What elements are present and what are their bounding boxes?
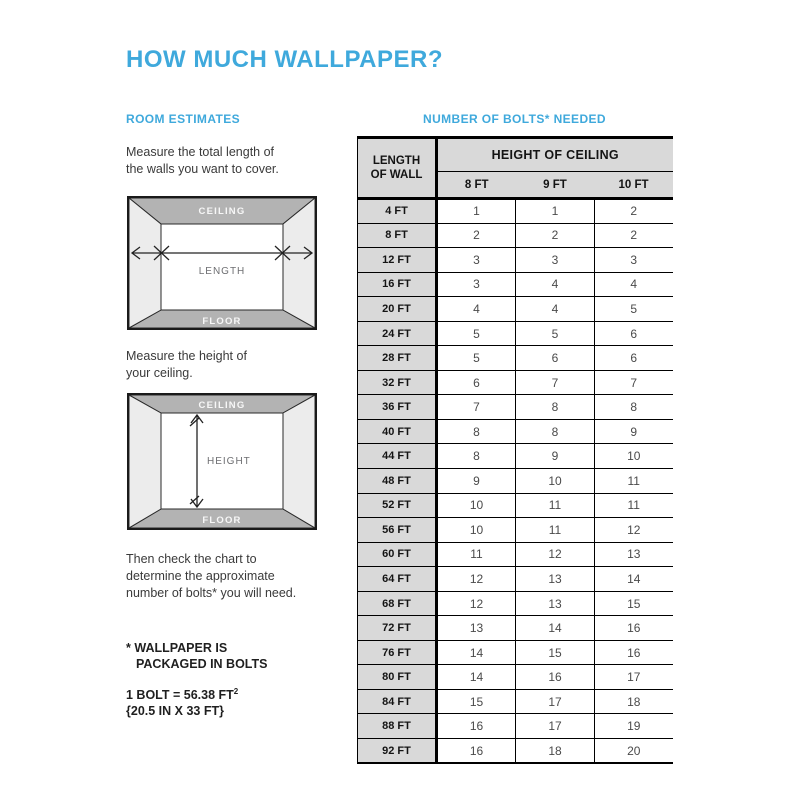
bolt-note-text: 1 BOLT = 56.38 FT <box>126 688 234 703</box>
bolts-10ft-cell: 18 <box>595 689 673 714</box>
table-row <box>358 272 673 297</box>
bolts-8ft-cell: 10 <box>437 518 516 543</box>
table-row <box>358 370 673 395</box>
bolts-9ft-cell: 9 <box>516 444 595 469</box>
table-row <box>358 444 673 469</box>
height-dimension-label: HEIGHT <box>207 456 251 467</box>
table-row <box>358 640 673 665</box>
wall-length-cell: 56 FT <box>358 518 437 543</box>
bolts-10ft-cell: 17 <box>595 665 673 690</box>
bolts-9ft-cell: 13 <box>516 591 595 616</box>
table-row <box>358 616 673 641</box>
wall-length-cell: 80 FT <box>358 665 437 690</box>
bolts-8ft-cell: 1 <box>437 199 516 224</box>
wall-length-header-line2: OF WALL <box>370 169 423 181</box>
bolts-10ft-cell: 9 <box>595 419 673 444</box>
bolts-8ft-cell: 6 <box>437 370 516 395</box>
bolts-8ft-cell: 8 <box>437 444 516 469</box>
bolts-9ft-cell: 10 <box>516 469 595 494</box>
bolts-9ft-cell: 13 <box>516 567 595 592</box>
bolts-8ft-cell: 14 <box>437 665 516 690</box>
wall-length-cell: 68 FT <box>358 591 437 616</box>
wall-length-cell: 28 FT <box>358 346 437 371</box>
bolts-10ft-cell: 6 <box>595 346 673 371</box>
length-dimension-label: LENGTH <box>198 266 246 277</box>
bolts-10ft-cell: 11 <box>595 469 673 494</box>
bolts-10ft-cell: 3 <box>595 248 673 273</box>
bolts-10ft-cell: 8 <box>595 395 673 420</box>
wall-length-cell: 20 FT <box>358 297 437 322</box>
footnote-line1: * WALLPAPER IS <box>126 641 228 655</box>
bolts-8ft-cell: 14 <box>437 640 516 665</box>
table-row <box>358 395 673 420</box>
left-wall-panel <box>129 395 161 528</box>
bolts-8ft-cell: 15 <box>437 689 516 714</box>
wall-length-cell: 76 FT <box>358 640 437 665</box>
bolts-8ft-cell: 11 <box>437 542 516 567</box>
bolts-9ft-cell: 17 <box>516 714 595 739</box>
column-header-10ft: 10 FT <box>595 172 673 199</box>
wallpaper-footnote <box>126 640 267 672</box>
ceiling-label: CEILING <box>198 206 246 217</box>
bolts-9ft-cell: 11 <box>516 493 595 518</box>
bolts-9ft-cell: 3 <box>516 248 595 273</box>
bolts-8ft-cell: 10 <box>437 493 516 518</box>
table-body <box>358 199 673 764</box>
right-wall-panel <box>283 395 315 528</box>
bolts-table <box>357 136 673 764</box>
bolts-10ft-cell: 2 <box>595 199 673 224</box>
table-row <box>358 591 673 616</box>
bolts-table-header <box>358 138 673 199</box>
bolt-note-superscript: 2 <box>233 687 239 696</box>
table-row <box>358 689 673 714</box>
bolts-9ft-cell: 6 <box>516 346 595 371</box>
bolt-note-line1 <box>126 684 238 703</box>
wall-length-cell: 12 FT <box>358 248 437 273</box>
table-row <box>358 518 673 543</box>
table-row <box>358 739 673 764</box>
bolt-note-line2: {20.5 IN X 33 FT} <box>126 704 224 719</box>
bolts-10ft-cell: 4 <box>595 272 673 297</box>
bolts-10ft-cell: 6 <box>595 321 673 346</box>
table-row <box>358 346 673 371</box>
column-header-9ft: 9 FT <box>516 172 595 199</box>
bolts-8ft-cell: 12 <box>437 591 516 616</box>
wall-length-cell: 92 FT <box>358 739 437 764</box>
bolts-10ft-cell: 14 <box>595 567 673 592</box>
bolts-10ft-cell: 7 <box>595 370 673 395</box>
step3-line1: Then check the chart to <box>126 552 257 566</box>
step1-line1: Measure the total length of <box>126 145 275 159</box>
bolts-8ft-cell: 3 <box>437 248 516 273</box>
bolts-10ft-cell: 16 <box>595 640 673 665</box>
wall-length-cell: 88 FT <box>358 714 437 739</box>
wall-length-cell: 48 FT <box>358 469 437 494</box>
bolts-8ft-cell: 2 <box>437 223 516 248</box>
wall-length-cell: 36 FT <box>358 395 437 420</box>
bolts-8ft-cell: 5 <box>437 346 516 371</box>
bolts-10ft-cell: 12 <box>595 518 673 543</box>
wall-length-header <box>358 138 437 199</box>
bolts-9ft-cell: 14 <box>516 616 595 641</box>
bolts-8ft-cell: 8 <box>437 419 516 444</box>
bolts-10ft-cell: 19 <box>595 714 673 739</box>
bolts-9ft-cell: 18 <box>516 739 595 764</box>
bolts-9ft-cell: 7 <box>516 370 595 395</box>
ceiling-label: CEILING <box>198 400 246 411</box>
wall-length-cell: 44 FT <box>358 444 437 469</box>
table-row <box>358 248 673 273</box>
room-height-diagram <box>127 393 317 530</box>
table-row <box>358 714 673 739</box>
floor-label: FLOOR <box>202 316 242 327</box>
step3-instruction <box>126 551 356 602</box>
bolts-8ft-cell: 12 <box>437 567 516 592</box>
floor-label: FLOOR <box>202 515 242 526</box>
bolts-9ft-cell: 8 <box>516 395 595 420</box>
bolts-8ft-cell: 7 <box>437 395 516 420</box>
bolts-10ft-cell: 15 <box>595 591 673 616</box>
table-row <box>358 469 673 494</box>
room-length-diagram <box>127 196 317 330</box>
bolts-10ft-cell: 2 <box>595 223 673 248</box>
bolts-10ft-cell: 16 <box>595 616 673 641</box>
wall-length-cell: 32 FT <box>358 370 437 395</box>
step3-line2: determine the approximate <box>126 569 275 583</box>
bolts-9ft-cell: 2 <box>516 223 595 248</box>
bolts-9ft-cell: 17 <box>516 689 595 714</box>
bolts-8ft-cell: 9 <box>437 469 516 494</box>
wall-length-cell: 84 FT <box>358 689 437 714</box>
wall-length-cell: 52 FT <box>358 493 437 518</box>
bolts-8ft-cell: 3 <box>437 272 516 297</box>
bolts-9ft-cell: 15 <box>516 640 595 665</box>
bolts-needed-heading: NUMBER OF BOLTS* NEEDED <box>423 112 606 126</box>
ceiling-height-group-header: HEIGHT OF CEILING <box>437 138 673 172</box>
step1-instruction <box>126 144 336 178</box>
bolts-10ft-cell: 11 <box>595 493 673 518</box>
wall-length-cell: 8 FT <box>358 223 437 248</box>
wall-length-cell: 16 FT <box>358 272 437 297</box>
page-title: HOW MUCH WALLPAPER? <box>126 46 444 74</box>
wall-length-cell: 40 FT <box>358 419 437 444</box>
bolts-8ft-cell: 4 <box>437 297 516 322</box>
wall-length-cell: 60 FT <box>358 542 437 567</box>
step2-instruction <box>126 348 336 382</box>
step2-line1: Measure the height of <box>126 349 247 363</box>
bolts-8ft-cell: 13 <box>437 616 516 641</box>
bolts-9ft-cell: 4 <box>516 297 595 322</box>
footnote-line2: PACKAGED IN BOLTS <box>136 657 268 671</box>
table-row <box>358 542 673 567</box>
wall-length-cell: 24 FT <box>358 321 437 346</box>
wall-length-cell: 72 FT <box>358 616 437 641</box>
bolts-9ft-cell: 8 <box>516 419 595 444</box>
room-length-svg <box>129 198 315 328</box>
bolts-9ft-cell: 11 <box>516 518 595 543</box>
wall-length-cell: 4 FT <box>358 199 437 224</box>
room-height-svg <box>129 395 315 528</box>
table-row <box>358 321 673 346</box>
step1-line2: the walls you want to cover. <box>126 162 279 176</box>
wall-length-header-line1: LENGTH <box>372 155 421 167</box>
table-row <box>358 493 673 518</box>
bolts-8ft-cell: 16 <box>437 739 516 764</box>
bolts-9ft-cell: 1 <box>516 199 595 224</box>
table-row <box>358 297 673 322</box>
bolts-10ft-cell: 5 <box>595 297 673 322</box>
bolts-8ft-cell: 16 <box>437 714 516 739</box>
bolts-9ft-cell: 4 <box>516 272 595 297</box>
column-header-8ft: 8 FT <box>437 172 516 199</box>
wall-length-cell: 64 FT <box>358 567 437 592</box>
bolts-10ft-cell: 13 <box>595 542 673 567</box>
step2-line2: your ceiling. <box>126 366 193 380</box>
bolt-size-note <box>126 684 238 719</box>
table-row <box>358 419 673 444</box>
bolts-9ft-cell: 16 <box>516 665 595 690</box>
bolts-9ft-cell: 5 <box>516 321 595 346</box>
bolts-9ft-cell: 12 <box>516 542 595 567</box>
bolts-8ft-cell: 5 <box>437 321 516 346</box>
room-estimates-heading: ROOM ESTIMATES <box>126 112 241 126</box>
bolts-10ft-cell: 20 <box>595 739 673 764</box>
table-row <box>358 199 673 224</box>
table-row <box>358 567 673 592</box>
table-row <box>358 223 673 248</box>
step3-line3: number of bolts* you will need. <box>126 586 297 600</box>
table-row <box>358 665 673 690</box>
bolts-10ft-cell: 10 <box>595 444 673 469</box>
